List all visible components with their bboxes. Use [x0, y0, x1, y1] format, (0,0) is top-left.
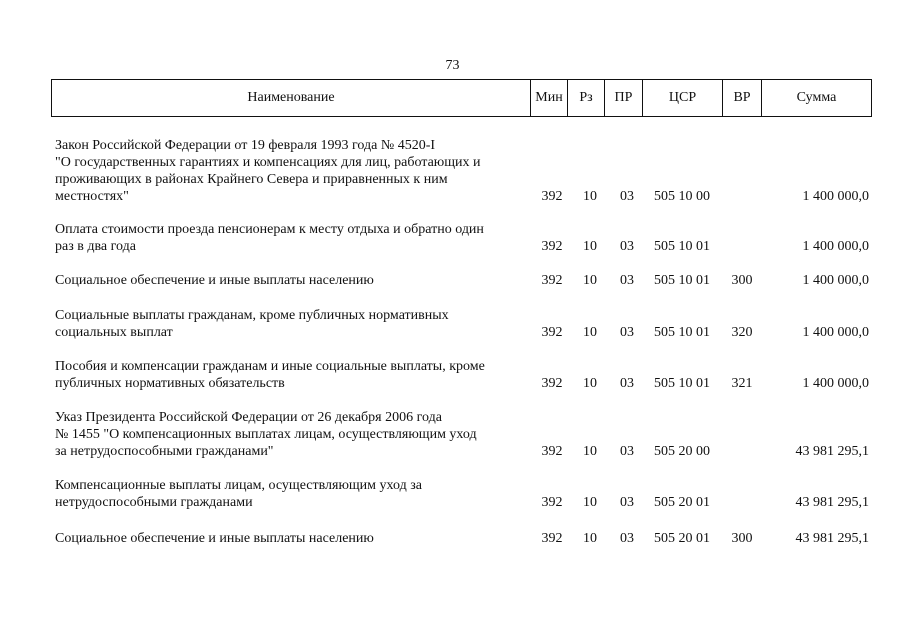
header-sum: Сумма: [762, 80, 872, 117]
row-min: 392: [541, 376, 563, 391]
row-sum: 43 981 295,1: [795, 444, 869, 459]
row-rz: 10: [583, 495, 597, 510]
header-pr: ПР: [605, 80, 643, 117]
row-name: Оплата стоимости проезда пенсионерам к месту отдыха и обратно один раз в два года: [55, 222, 484, 254]
header-csr: ЦСР: [643, 80, 723, 117]
row-name: Социальное обеспечение и иные выплаты населению: [55, 531, 374, 546]
row-name: Указ Президента Российской Федерации от 26 декабря 2006 года № 1455 "О компенсационных выплатах лицам, осуществляющим уход за нетрудоспособными гражданами": [55, 410, 477, 459]
row-vr: 300: [731, 531, 753, 546]
table-row: [0, 477, 905, 511]
row-min: 392: [541, 273, 563, 288]
row-name: Закон Российской Федерации от 19 февраля 1993 года № 4520-I "О государственных гарантиях и компенсациях для лиц, работающих и проживающих в районах Крайнего Севера и приравненных к ним местностях": [55, 138, 481, 204]
row-csr: 505 10 00: [654, 189, 710, 204]
row-sum: 43 981 295,1: [795, 531, 869, 546]
row-pr: 03: [620, 239, 634, 254]
row-pr: 03: [620, 531, 634, 546]
row-name: Компенсационные выплаты лицам, осуществляющим уход за нетрудоспособными гражданами: [55, 478, 422, 510]
header-name: Наименование: [52, 80, 531, 117]
row-rz: 10: [583, 444, 597, 459]
row-pr: 03: [620, 273, 634, 288]
table-row: [0, 137, 905, 205]
row-sum: 1 400 000,0: [802, 273, 869, 288]
header-min: Мин: [531, 80, 568, 117]
row-rz: 10: [583, 325, 597, 340]
row-min: 392: [541, 189, 563, 204]
row-rz: 10: [583, 189, 597, 204]
row-csr: 505 10 01: [654, 273, 710, 288]
row-csr: 505 10 01: [654, 325, 710, 340]
row-name: Социальное обеспечение и иные выплаты населению: [55, 273, 374, 288]
row-pr: 03: [620, 376, 634, 391]
row-csr: 505 10 01: [654, 239, 710, 254]
row-min: 392: [541, 495, 563, 510]
row-rz: 10: [583, 531, 597, 546]
table-row: [0, 221, 905, 255]
table-row: [0, 530, 905, 547]
header-vr: ВР: [723, 80, 762, 117]
row-sum: 1 400 000,0: [802, 189, 869, 204]
row-sum: 1 400 000,0: [802, 239, 869, 254]
page-number: 73: [445, 58, 460, 73]
row-csr: 505 10 01: [654, 376, 710, 391]
row-sum: 1 400 000,0: [802, 376, 869, 391]
row-pr: 03: [620, 495, 634, 510]
row-min: 392: [541, 239, 563, 254]
table-row: [0, 358, 905, 392]
table-header: [51, 79, 872, 117]
row-vr: 321: [731, 376, 753, 391]
row-sum: 1 400 000,0: [802, 325, 869, 340]
row-pr: 03: [620, 189, 634, 204]
row-min: 392: [541, 444, 563, 459]
row-sum: 43 981 295,1: [795, 495, 869, 510]
header-rz: Рз: [568, 80, 605, 117]
row-name: Социальные выплаты гражданам, кроме публичных нормативных социальных выплат: [55, 308, 449, 340]
row-pr: 03: [620, 325, 634, 340]
row-min: 392: [541, 325, 563, 340]
row-vr: 300: [731, 273, 753, 288]
row-vr: 320: [731, 325, 753, 340]
row-name: Пособия и компенсации гражданам и иные социальные выплаты, кроме публичных нормативных обязательств: [55, 359, 485, 391]
row-rz: 10: [583, 376, 597, 391]
row-csr: 505 20 01: [654, 531, 710, 546]
row-csr: 505 20 01: [654, 495, 710, 510]
row-rz: 10: [583, 239, 597, 254]
row-csr: 505 20 00: [654, 444, 710, 459]
table-row: [0, 272, 905, 289]
row-pr: 03: [620, 444, 634, 459]
row-rz: 10: [583, 273, 597, 288]
row-min: 392: [541, 531, 563, 546]
table-row: [0, 409, 905, 460]
table-row: [0, 307, 905, 341]
